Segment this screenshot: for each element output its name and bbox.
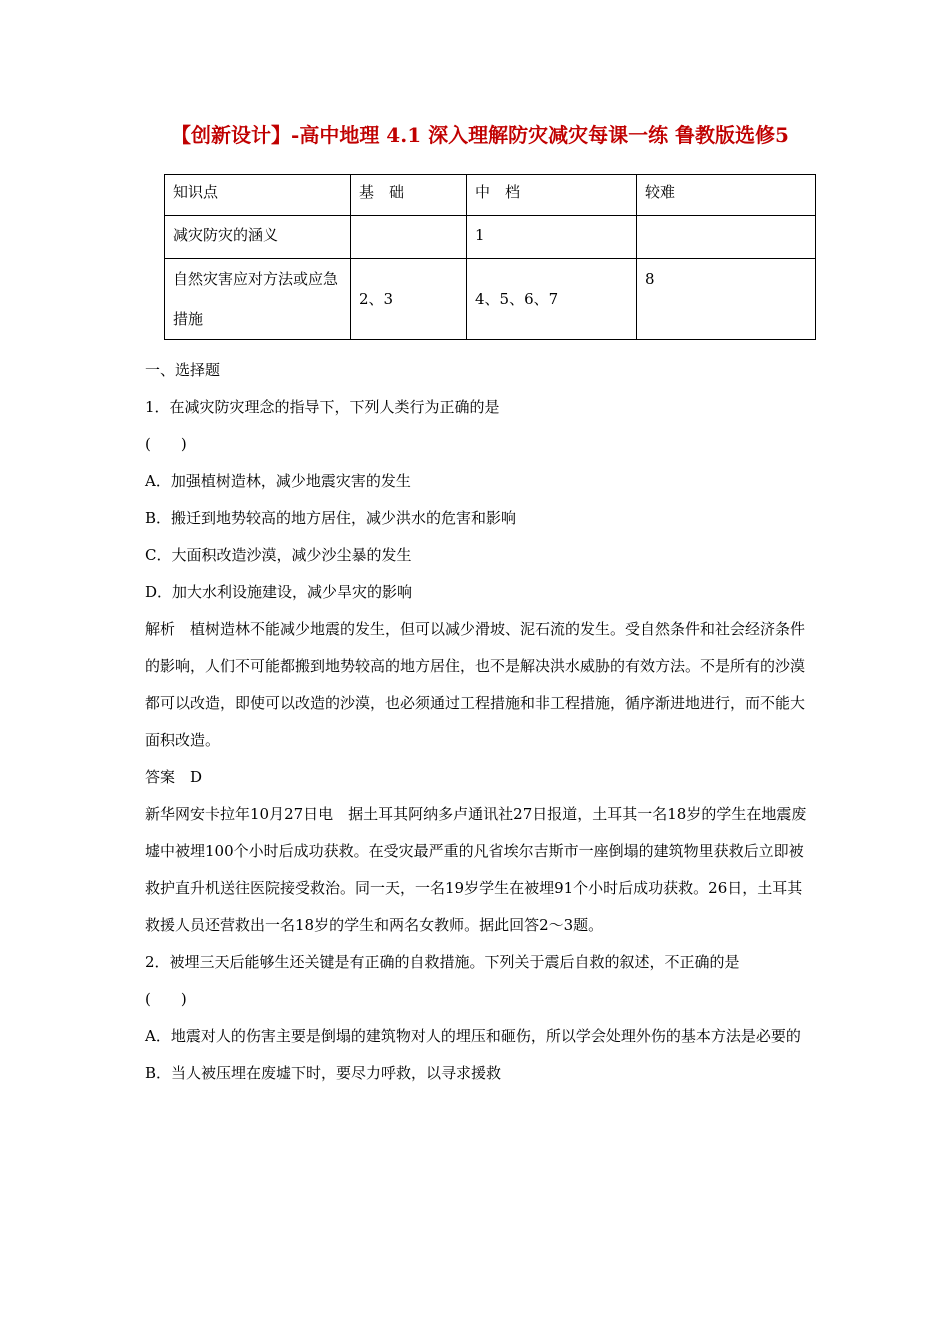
question-2-option-a: A．地震对人的伤害主要是倒塌的建筑物对人的埋压和砸伤，所以学会处理外伤的基本方法是必要的 [145, 1027, 801, 1045]
question-1-paren: ( ) [145, 435, 187, 453]
table-cell [351, 216, 467, 259]
question-2-option-b: B．当人被压埋在废墟下时，要尽力呼救，以寻求援救 [145, 1064, 502, 1082]
news-passage: 新华网安卡拉年10月27日电 据土耳其阿纳多卢通讯社27日报道，土耳其一名18岁的学生在地震废墟中被埋100个小时后成功获救。在受灾最严重的凡省埃尔吉斯市一座倒塌的建筑物里获救后立即被救护直升机送往医院接受救治。同一天，一名19岁学生在被埋91个小时后成功获救。26日，土耳其救援人员还营救出一名18岁的学生和两名女教师。据此回答2～3题。 [145, 805, 807, 934]
question-1-option-d: D．加大水利设施建设，减少旱灾的影响 [145, 583, 413, 601]
table-cell: 1 [467, 216, 637, 259]
question-2-stem: 2．被埋三天后能够生还关键是有正确的自救措施。下列关于震后自救的叙述，不正确的是 [145, 953, 740, 971]
table-cell: 自然灾害应对方法或应急措施 [165, 259, 351, 340]
table-cell: 减灾防灾的涵义 [165, 216, 351, 259]
question-2-paren: ( ) [145, 990, 187, 1008]
table-cell [637, 216, 816, 259]
table-cell: 2、3 [351, 259, 467, 340]
table-row [165, 259, 816, 340]
knowledge-table [164, 174, 816, 340]
question-1-option-b: B．搬迁到地势较高的地方居住，减少洪水的危害和影响 [145, 509, 517, 527]
question-1-analysis: 解析 植树造林不能减少地震的发生，但可以减少滑坡、泥石流的发生。受自然条件和社会经济条件的影响，人们不可能都搬到地势较高的地方居住，也不是解决洪水威胁的有效方法。不是所有的沙漠都可以改造，即使可以改造的沙漠，也必须通过工程措施和非工程措施，循序渐进地进行，而不能大面积改造。 [145, 620, 806, 749]
table-header-row [165, 175, 816, 216]
table-cell: 4、5、6、7 [467, 259, 637, 340]
table-header-cell: 基 础 [351, 175, 467, 216]
table-header-cell: 中 档 [467, 175, 637, 216]
question-1-option-a: A．加强植树造林，减少地震灾害的发生 [145, 472, 411, 490]
question-1-answer: 答案 D [145, 768, 203, 786]
document-title: 【创新设计】-高中地理 4.1 深入理解防灾减灾每课一练 鲁教版选修5 [171, 123, 789, 147]
document-body [145, 352, 815, 1092]
table-row [165, 216, 816, 259]
question-1-stem: 1．在减灾防灾理念的指导下，下列人类行为正确的是 [145, 398, 500, 416]
table-header-cell: 知识点 [165, 175, 351, 216]
table-cell: 8 [637, 259, 816, 340]
table-header-cell: 较难 [637, 175, 816, 216]
section-heading: 一、选择题 [145, 361, 221, 379]
question-1-option-c: C．大面积改造沙漠，减少沙尘暴的发生 [145, 546, 412, 564]
